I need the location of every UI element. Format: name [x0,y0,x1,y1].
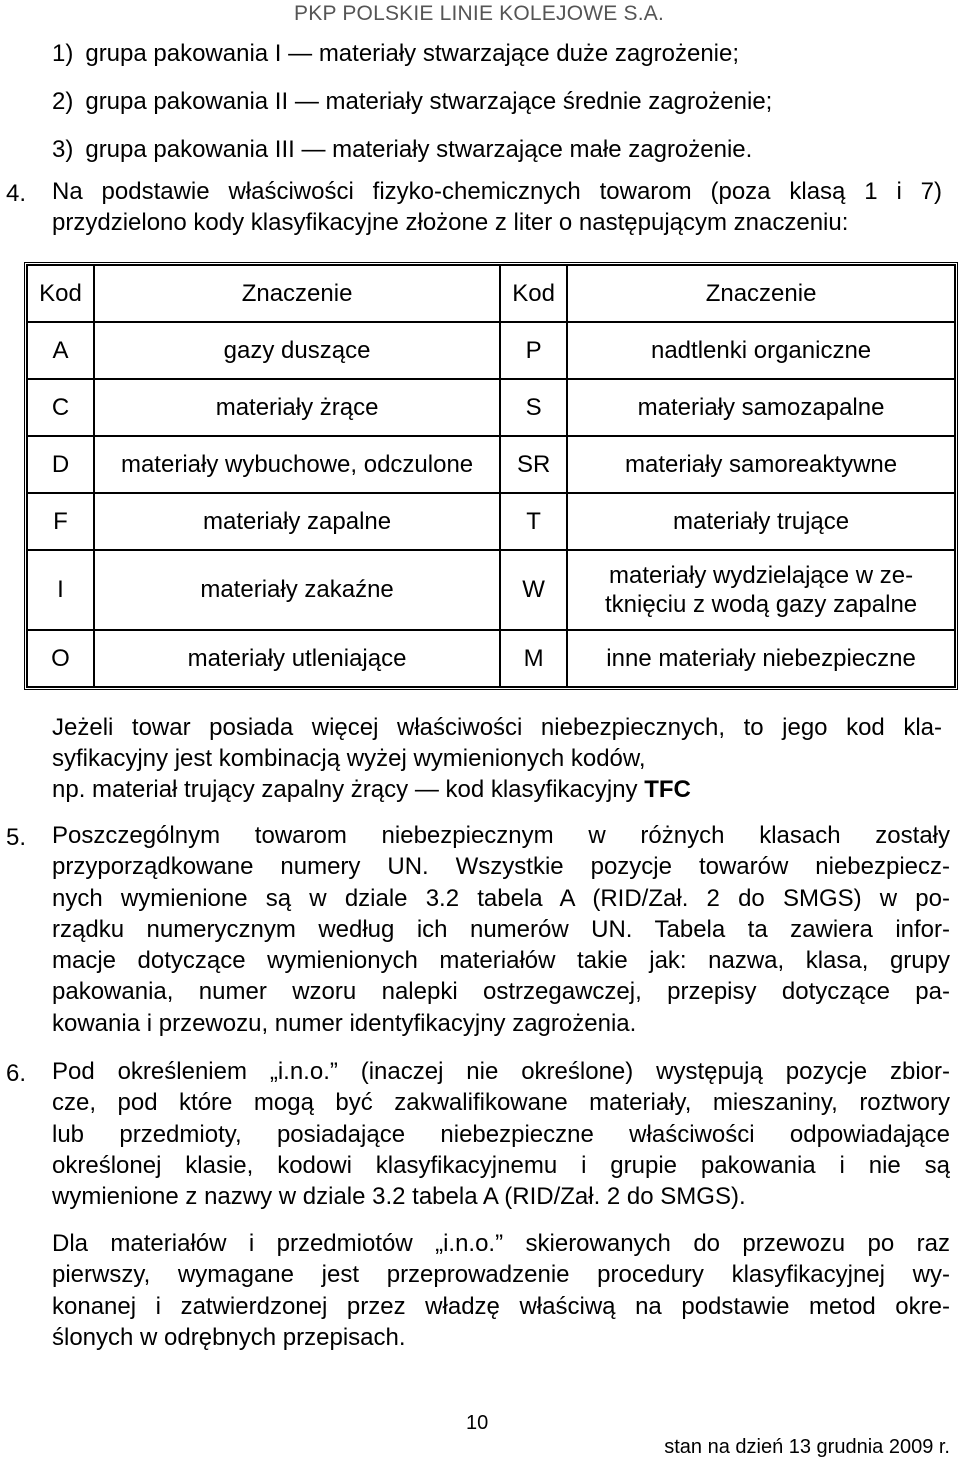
code-cell: A [27,322,94,379]
item-5-number: 5. [6,824,27,851]
combination-line-3 [52,774,942,805]
meaning-cell: materiały utleniające [94,630,500,687]
code-cell: SR [500,436,567,493]
meaning-cell [567,550,955,630]
packing-group-1: 1) grupa pakowania I — materiały stwarzające duże zagrożenie; [52,40,740,67]
meaning-cell: materiały trujące [567,493,955,550]
code-cell: I [27,550,94,630]
page-number: 10 [466,1412,489,1434]
meaning-cell: materiały samozapalne [567,379,955,436]
code-cell: S [500,379,567,436]
meaning-cell-text [605,561,917,619]
classification-codes-table [24,262,958,690]
meaning-cell: materiały wybuchowe, odczulone [94,436,500,493]
item-4-line-1: Na podstawie właściwości fizyko-chemicznych towarom (poza klasą 1 i 7) [52,178,942,205]
code-cell: M [500,630,567,687]
meaning-cell: nadtlenki organiczne [567,322,955,379]
item-5-line: Poszczególnym towarom niebezpiecznym w różnych klasach zostały [52,822,950,849]
meaning-line-1: materiały wydzielające w ze- [609,562,914,589]
item-6-line: cze, pod które mogą być zakwalifikowane materiały, mieszaniny, roztwory [52,1089,950,1117]
table-row [27,550,955,630]
item-6-p2-line: ślonych w odrębnych przepisach. [52,1323,406,1351]
meaning-cell: materiały samoreaktywne [567,436,955,493]
table-row [27,630,955,687]
header-code-1: Kod [27,265,94,322]
item-4-number: 4. [6,180,27,207]
item-6-second-paragraph [52,1228,950,1353]
item-6-text [52,1056,950,1212]
item-5-line: przyporządkowane numery UN. Wszystkie pozycje towarów niebezpiecz- [52,853,950,881]
table-row [27,322,955,379]
item-5-line: pakowania, numer wzoru nalepki ostrzegawczej, przepisy dotyczące pa- [52,978,950,1006]
code-cell: F [27,493,94,550]
item-5-line: macje dotyczące wymienionych materiałów takie jak: nazwa, klasa, grupy [52,947,950,975]
item-6-p2-line: Dla materiałów i przedmiotów „i.n.o.” skierowanych do przewozu po raz [52,1230,950,1257]
item-6-p2-line: konanej i zatwierdzonej przez władzę właściwą na podstawie metod okre- [52,1292,950,1320]
meaning-cell: materiały żrące [94,379,500,436]
header-meaning-2: Znaczenie [567,265,955,322]
packing-group-2: 2) grupa pakowania II — materiały stwarzające średnie zagrożenie; [52,88,773,115]
meaning-line-2: tknięciu z wodą gazy zapalne [604,591,918,618]
code-cell: P [500,322,567,379]
code-cell: D [27,436,94,493]
table-row [27,493,955,550]
packing-group-3: 3) grupa pakowania III — materiały stwarzające małe zagrożenie. [52,136,753,163]
combination-line-2: syfikacyjny jest kombinacją wyżej wymienionych kodów, [52,745,646,772]
combination-note [52,712,942,805]
meaning-cell: materiały zakaźne [94,550,500,630]
combination-line-1: Jeżeli towar posiada więcej właściwości niebezpiecznych, to jego kod kla- [52,714,942,741]
page-header: PKP POLSKIE LINIE KOLEJOWE S.A. [294,2,664,25]
header-meaning-1: Znaczenie [94,265,500,322]
meaning-cell: gazy duszące [94,322,500,379]
meaning-cell: inne materiały niebezpieczne [567,630,955,687]
item-5-line: rządku numerycznym według ich numerów UN. Tabela ta zawiera infor- [52,915,950,943]
tfc-code: TFC [644,776,691,803]
item-6-line: określonej klasie, kodowi klasyfikacyjnemu i grupie pakowania i nie są [52,1151,950,1179]
code-cell: C [27,379,94,436]
page-footer: stan na dzień 13 grudnia 2009 r. [664,1436,950,1458]
code-cell: T [500,493,567,550]
table-header-row [27,265,955,322]
code-cell: O [27,630,94,687]
item-6-line: wymienione z nazwy w dziale 3.2 tabela A (RID/Zał. 2 do SMGS). [52,1183,746,1211]
item-6-line: lub przedmioty, posiadające niebezpieczne właściwości odpowiadające [52,1120,950,1148]
item-6-number: 6. [6,1060,27,1087]
item-4-text [52,176,942,239]
item-4-line-2: przydzielono kody klasyfikacyjne złożone z liter o następującym znaczeniu: [52,209,849,237]
code-cell: W [500,550,567,630]
table-row [27,436,955,493]
item-5-line: kowania i przewozu, numer identyfikacyjny zagrożenia. [52,1009,637,1037]
meaning-cell: materiały zapalne [94,493,500,550]
item-5-line: nych wymienione są w dziale 3.2 tabela A (RID/Zał. 2 do SMGS) w po- [52,884,950,912]
item-5-text [52,820,950,1039]
item-6-p2-line: pierwszy, wymagane jest przeprowadzenie procedury klasyfikacyjnej wy- [52,1261,950,1289]
header-code-2: Kod [500,265,567,322]
table-row [27,379,955,436]
item-6-line: Pod określeniem „i.n.o.” (inaczej nie określone) występują pozycje zbior- [52,1058,950,1085]
combination-example: np. materiał trujący zapalny żrący — kod klasyfikacyjny [52,776,638,803]
packing-groups-list [52,34,772,178]
